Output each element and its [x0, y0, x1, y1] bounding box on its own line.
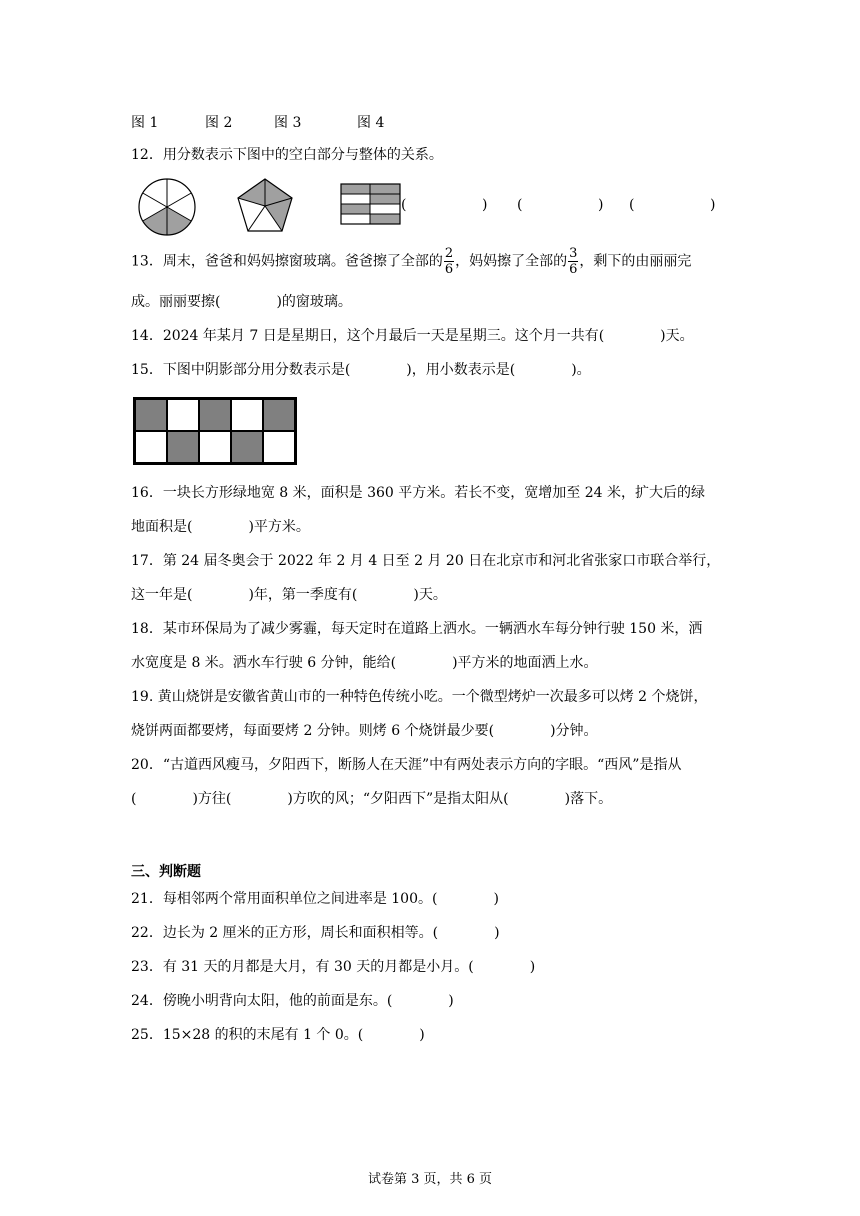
answer-blank-1-close: ) [482, 197, 488, 213]
page-footer: 试卷第 3 页，共 6 页 [367, 1172, 493, 1187]
question-16-line-2: 地面积是( )平方米。 [131, 519, 310, 535]
answer-blank-2-close: ) [598, 197, 604, 213]
grid-cell-shaded [231, 431, 263, 463]
question-17-line-2: 这一年是( )年，第一季度有( )天。 [131, 587, 447, 603]
numerator: 2 [444, 246, 454, 261]
q13-text-b: ，妈妈擦了全部的 [455, 253, 568, 270]
circle-figure [136, 176, 198, 238]
question-22: 22．边长为 2 厘米的正方形，周长和面积相等。( ) [131, 925, 500, 941]
question-18-line-1: 18．某市环保局为了减少雾霾，每天定时在道路上洒水。一辆洒水车每分钟行驶 150 米，洒 [131, 621, 703, 637]
grid-cell-blank [263, 431, 295, 463]
figure-label-3: 图 3 [274, 115, 302, 131]
figure-label-4: 图 4 [357, 115, 385, 131]
grid-cell-shaded [167, 431, 199, 463]
grid-cell-shaded [263, 399, 295, 431]
q13-text-a: 13．周末，爸爸和妈妈擦窗玻璃。爸爸擦了全部的 [131, 253, 443, 270]
figure-label-1: 图 1 [131, 115, 159, 131]
denominator: 6 [569, 262, 578, 277]
question-20-line-1: 20．“古道西风瘦马，夕阳西下，断肠人在天涯”中有两处表示方向的字眼。“西风”是指从 [131, 757, 682, 773]
question-15: 15．下图中阴影部分用分数表示是( )，用小数表示是( )。 [131, 362, 591, 378]
question-19-line-2: 烧饼两面都要烤，每面要烤 2 分钟。则烤 6 个烧饼最少要( )分钟。 [131, 723, 598, 739]
grid-cell-blank [167, 399, 199, 431]
answer-blank-1-open: ( [401, 197, 407, 213]
grid-cell-blank [135, 431, 167, 463]
grid-cell-shaded [199, 399, 231, 431]
answer-blank-3-close: ) [710, 197, 716, 213]
question-21: 21．每相邻两个常用面积单位之间进率是 100。( ) [131, 891, 499, 907]
q13-text-c: ，剩下的由丽丽完 [579, 253, 692, 270]
denominator: 6 [444, 262, 454, 277]
question-16-line-1: 16．一块长方形绿地宽 8 米，面积是 360 平方米。若长不变，宽增加至 24 米，扩大后的绿 [131, 485, 705, 501]
figure-label-2: 图 2 [205, 115, 233, 131]
fraction-2-6 [444, 246, 454, 277]
question-13-line-2: 成。丽丽要擦( )的窗玻璃。 [131, 294, 352, 310]
question-17-line-1: 17．第 24 届冬奥会于 2022 年 2 月 4 日至 2 月 20 日在北京市和河北省张家口市联合举行， [131, 553, 721, 569]
question-24: 24．傍晚小明背向太阳，他的前面是东。( ) [131, 993, 454, 1009]
shaded-grid-figure [133, 397, 297, 465]
grid-cell-blank [199, 431, 231, 463]
section-title: 三、判断题 [131, 864, 201, 880]
question-25: 25．15×28 的积的末尾有 1 个 0。( ) [131, 1027, 425, 1043]
question-20-line-2: ( )方往( )方吹的风；“夕阳西下”是指太阳从( )落下。 [131, 791, 613, 807]
striped-rectangle-figure [340, 183, 402, 225]
pentagon-figure [234, 176, 296, 234]
grid-cell-shaded [135, 399, 167, 431]
numerator: 3 [569, 246, 578, 261]
question-12: 12．用分数表示下图中的空白部分与整体的关系。 [131, 147, 443, 163]
answer-blank-3-open: ( [629, 197, 635, 213]
answer-blank-2-open: ( [517, 197, 523, 213]
question-23: 23．有 31 天的月都是大月，有 30 天的月都是小月。( ) [131, 959, 536, 975]
question-14: 14．2024 年某月 7 日是星期日，这个月最后一天是星期三。这个月一共有( )天。 [131, 328, 694, 344]
question-19-line-1: 19. 黄山烧饼是安徽省黄山市的一种特色传统小吃。一个微型烤炉一次最多可以烤 2 个烧饼， [131, 689, 708, 705]
question-18-line-2: 水宽度是 8 米。洒水车行驶 6 分钟，能给( )平方米的地面洒上水。 [131, 655, 598, 671]
question-13-line-1 [131, 246, 691, 277]
fraction-3-6 [568, 246, 578, 277]
grid-cell-blank [231, 399, 263, 431]
